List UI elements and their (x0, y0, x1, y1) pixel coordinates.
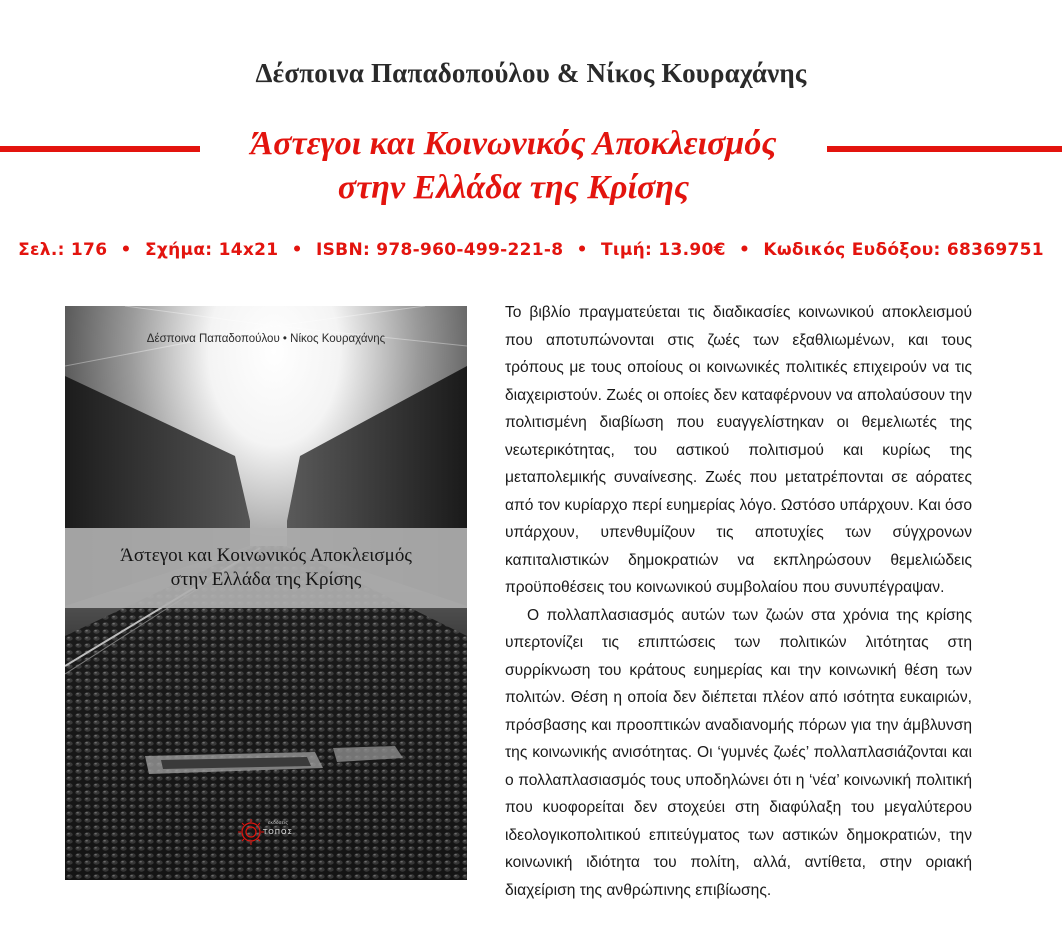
book-title-line-2: στην Ελλάδα της Κρίσης (337, 169, 690, 206)
publisher-name: ΤΟΠΟΣ (263, 828, 293, 836)
separator: • (576, 240, 588, 260)
book-description (505, 299, 972, 904)
price-info: Τιμή: 13.90€ (601, 240, 726, 260)
title-rule-right (827, 146, 1062, 152)
book-title-line-1: Άστεγοι και Κοινωνικός Αποκλεισμός (250, 125, 777, 162)
book-title (200, 122, 827, 210)
separator: • (120, 240, 132, 260)
cover-title-line-1: Άστεγοι και Κοινωνικός Αποκλεισμός (120, 545, 412, 566)
eudoxus-code-info: Κωδικός Ευδόξου: 68369751 (763, 240, 1044, 260)
authors-heading: Δέσποινα Παπαδοπούλου & Νίκος Κουραχάνης (255, 58, 807, 88)
cover-title (65, 544, 467, 592)
cover-title-line-2: στην Ελλάδα της Κρίσης (170, 569, 362, 590)
title-rule-left (0, 146, 200, 152)
book-details (0, 240, 1062, 260)
separator: • (291, 240, 303, 260)
cover-authors: Δέσποινα Παπαδοπούλου • Νίκος Κουραχάνης (146, 333, 386, 345)
pages-info: Σελ.: 176 (18, 240, 108, 260)
separator: • (738, 240, 751, 260)
description-paragraph-2: Ο πολλαπλασιασμός αυτών των ζωών στα χρόνια της κρίσης υπερτονίζει τις επιπτώσεις των πολιτικών λιτότητας στη συρρίκνωση του κράτους ευημερίας και την κοινωνική θέση των πολιτών. Θέση η οποία δεν διέπεται πλέον από ισότητα ευκαιριών, πρόσβασης και προοπτικών αναδιανομής πόρων για την άμβλυνση της κοινωνικής ανισότητας. Οι ‘γυμνές ζωές’ πολλαπλασιάζονται και ο πολλαπλασιασμός τους υποδηλώνει ότι η ‘νέα’ κοινωνική πολιτική που κυοφορείται δεν στοχεύει στη διαφύλαξη του μεγαλύτερου ιδεολογικοπολιτικού επιτεύγματος των αστικών δημοκρατιών, την κοινωνική ιδιότητα του πολίτη, αλλά, αντίθετα, στην οριακή διαχείριση της ανθρώπινης επιβίωσης. (505, 606, 972, 899)
description-paragraph-1: Το βιβλίο πραγματεύεται τις διαδικασίες κοινωνικού αποκλεισμού που αποτυπώνονται στις ζωές των εξαθλιωμένων, και τους τρόπους με τους οποίους οι κοινωνικές πολιτικές επιχειρούν να τις διαχειριστούν. Ζωές οι οποίες δεν καταφέρνουν να απολαύσουν την πολιτισμένη διαβίωση που ευαγγελίστηκαν οι θεμελιωτές της νεωτερικότητας, του αστικού πολιτισμού και κυρίως της μεταπολεμικής συναίνεσης. Ζωές που μετατρέπονται σε αόρατες από τον κυρίαρχο περί ευημερίας λόγο. Ωστόσο υπάρχουν. Και όσο υπάρχουν, υπενθυμίζουν τις αποτυχίες των σύγχρονων καπιταλιστικών δημοκρατιών να εκπληρώσουν θεμελιώδεις προϋποθέσεις του κοινωνικού συμβολαίου που συνυπέγραψαν. (505, 304, 972, 596)
isbn-info: ISBN: 978-960-499-221-8 (316, 240, 564, 260)
format-info: Σχήμα: 14x21 (144, 240, 279, 260)
book-cover-image (65, 306, 467, 880)
publisher-label: εκδόσεις (268, 821, 289, 826)
